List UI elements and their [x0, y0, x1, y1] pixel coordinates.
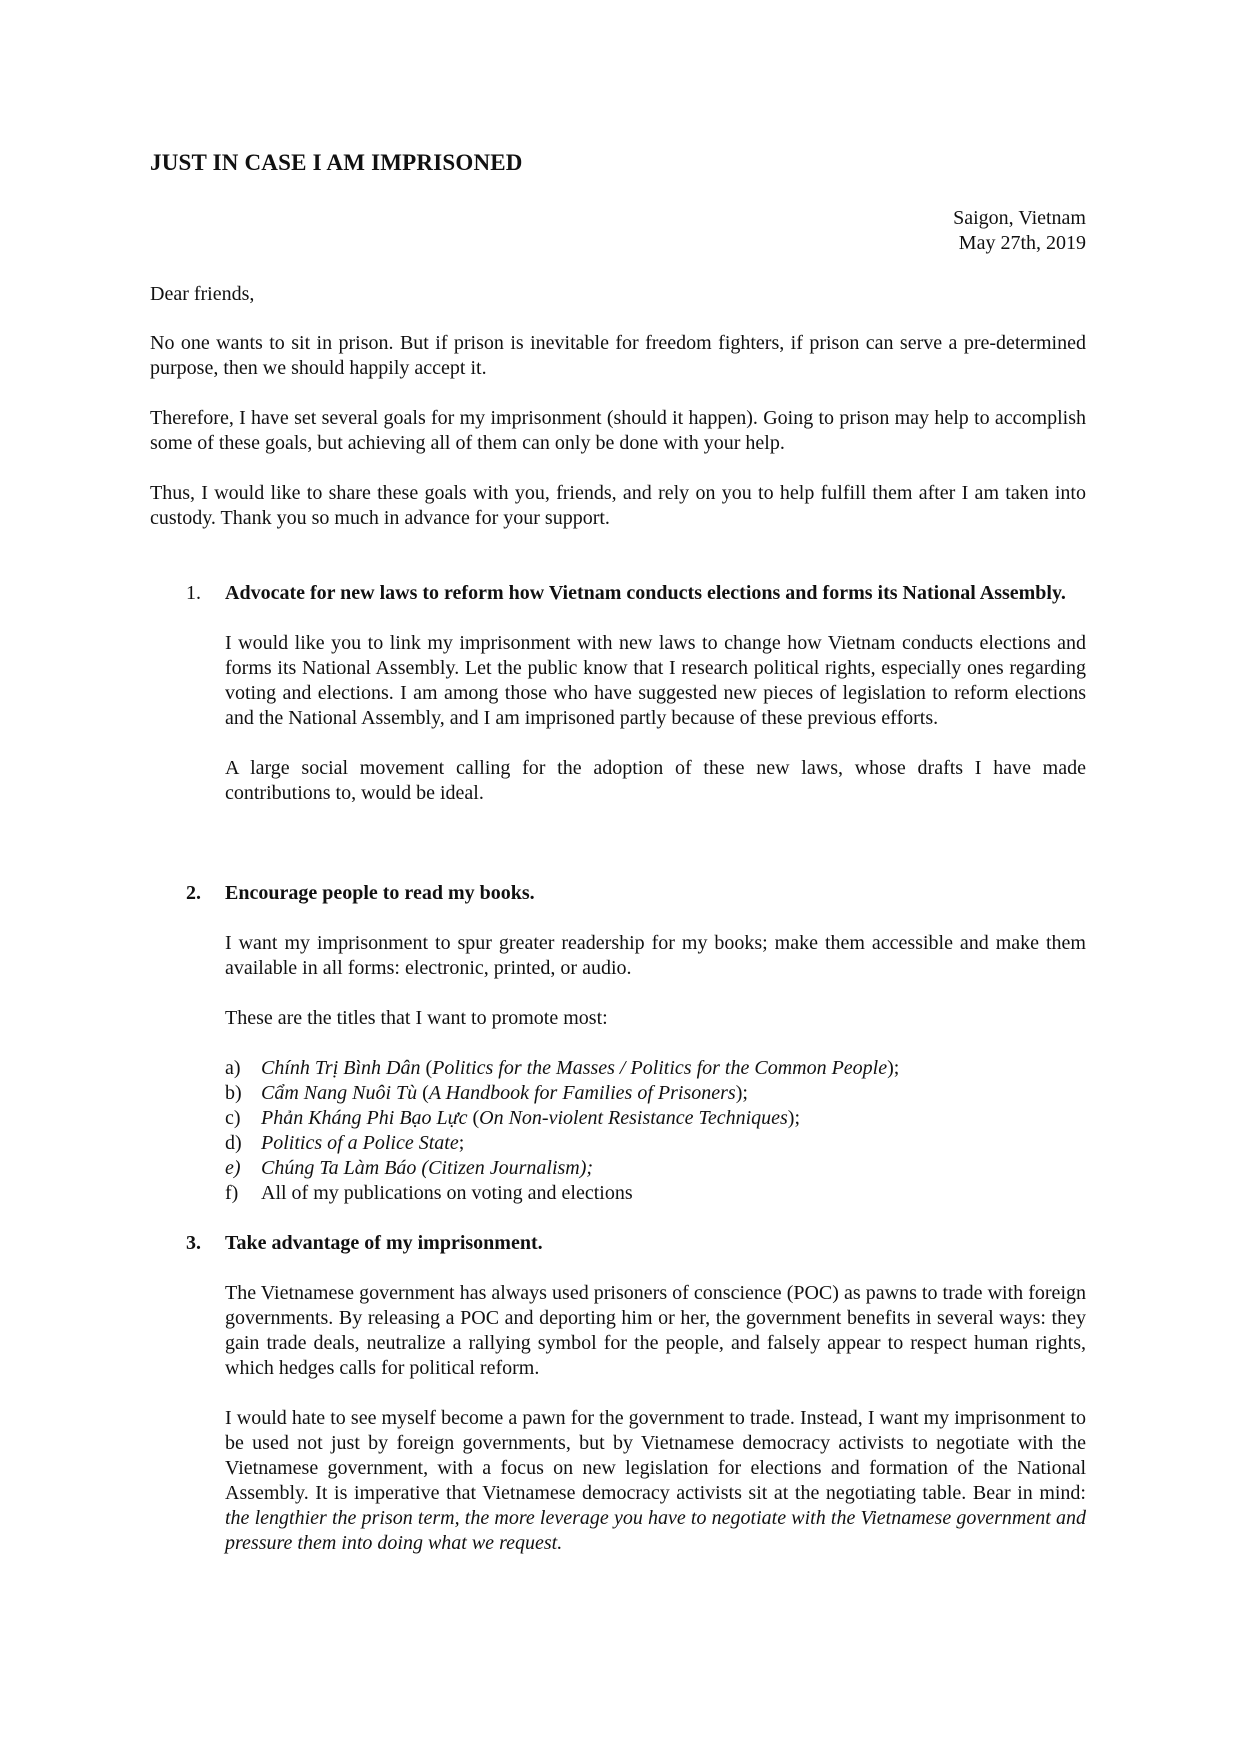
goal-3-heading [150, 1231, 1086, 1256]
goal-2-heading [150, 881, 1086, 906]
list-marker: d) [225, 1132, 242, 1154]
book-subtitle: Politics for the Masses / Politics for the Common People [432, 1057, 888, 1079]
goal-1-heading [150, 581, 1086, 606]
list-text: All of my publications on voting and elections [261, 1182, 633, 1204]
goal-1 [150, 581, 1086, 826]
intro-paragraph-1: No one wants to sit in prison. But if prison is inevitable for freedom fighters, if prison can serve a pre-determined purpose, then we should happily accept it. [150, 332, 1086, 379]
goal-1-number: 1. [186, 582, 201, 604]
list-item [150, 1056, 1086, 1081]
goal-1-title: Advocate for new laws to reform how Vietnam conducts elections and forms its National Assembly. [225, 582, 1066, 604]
goal-3-paragraph-2-text: I would hate to see myself become a pawn for the government to trade. Instead, I want my imprisonment to be used not just by foreign governments, but by Vietnamese democracy activists to negotiate with the Vietnamese government, with a focus on new legislation for elections and formation of the National Assembly. It is imperative that Vietnamese democracy activists sit at the negotiating table. Bear in mind: [225, 1407, 1086, 1504]
book-paren-close: ); [887, 1057, 900, 1079]
salutation: Dear friends, [150, 283, 255, 305]
book-list [150, 1056, 1086, 1206]
list-item [150, 1131, 1086, 1156]
letter-place: Saigon, Vietnam [953, 207, 1086, 229]
list-item [150, 1156, 1086, 1181]
list-marker: c) [225, 1107, 241, 1129]
book-punctuation: ; [458, 1132, 465, 1154]
book-title: Politics of a Police State [261, 1132, 459, 1154]
letter-title: JUST IN CASE I AM IMPRISONED [150, 150, 523, 175]
intro-paragraph-2: Therefore, I have set several goals for my imprisonment (should it happen). Going to prison may help to accomplish some of these goals, but achieving all of them can only be done with your help. [150, 407, 1086, 454]
list-marker: f) [225, 1182, 239, 1204]
goal-2-title: Encourage people to read my books. [225, 882, 535, 904]
goal-3-paragraph-1: The Vietnamese government has always used prisoners of conscience (POC) as pawns to trade with foreign governments. By releasing a POC and deporting him or her, the government benefits in several ways: they gain trade deals, neutralize a rallying symbol for the people, and falsely appear to respect human rights, which hedges calls for political reform. [225, 1282, 1086, 1379]
list-item [150, 1106, 1086, 1131]
book-paren-close: ); [735, 1082, 748, 1104]
list-marker: e) [225, 1157, 241, 1179]
goal-3-number: 3. [186, 1232, 201, 1254]
goal-1-paragraph-1: I would like you to link my imprisonment with new laws to change how Vietnam conducts elections and forms its National Assembly. Let the public know that I research political rights, especially ones regarding voting and elections. I am among those who have suggested new pieces of legislation to reform elections and the National Assembly, and I am imprisoned partly because of these previous efforts. [225, 632, 1086, 729]
goal-2 [150, 881, 1086, 1206]
list-marker: a) [225, 1057, 241, 1079]
letter-date: May 27th, 2019 [958, 232, 1086, 254]
book-title: Chúng Ta Làm Báo (Citizen Journalism); [261, 1157, 594, 1179]
goal-2-paragraph-2: These are the titles that I want to promote most: [225, 1007, 608, 1029]
goal-2-paragraph-1: I want my imprisonment to spur greater readership for my books; make them accessible and make them available in all forms: electronic, printed, or audio. [225, 932, 1086, 979]
book-paren-close: ); [787, 1107, 801, 1129]
book-title: Cẩm Nang Nuôi Tù [261, 1082, 418, 1104]
goal-2-number: 2. [186, 882, 201, 904]
book-paren-open: ( [417, 1082, 429, 1104]
list-marker: b) [225, 1082, 242, 1104]
intro-paragraph-3: Thus, I would like to share these goals with you, friends, and rely on you to help fulfill them after I am taken into custody. Thank you so much in advance for your support. [150, 482, 1086, 529]
book-subtitle: On Non-violent Resistance Techniques [479, 1107, 788, 1129]
goal-3-emphasis: the lengthier the prison term, the more leverage you have to negotiate with the Vietnamese government and pressure them into doing what we request. [225, 1507, 1086, 1554]
book-title: Phản Kháng Phi Bạo Lực [261, 1107, 468, 1129]
book-subtitle: A Handbook for Families of Prisoners [428, 1082, 736, 1104]
book-paren-open: ( [420, 1057, 433, 1079]
goal-3 [150, 1231, 1086, 1576]
list-item [150, 1181, 1086, 1206]
book-title: Chính Trị Bình Dân [261, 1057, 421, 1079]
book-paren-open: ( [467, 1107, 480, 1129]
goal-1-paragraph-2: A large social movement calling for the adoption of these new laws, whose drafts I have made contributions to, would be ideal. [225, 757, 1086, 804]
goal-3-title: Take advantage of my imprisonment. [225, 1232, 543, 1254]
goal-3-paragraph-2 [150, 1406, 1086, 1556]
list-item [150, 1081, 1086, 1106]
place-date-block [953, 206, 1086, 256]
